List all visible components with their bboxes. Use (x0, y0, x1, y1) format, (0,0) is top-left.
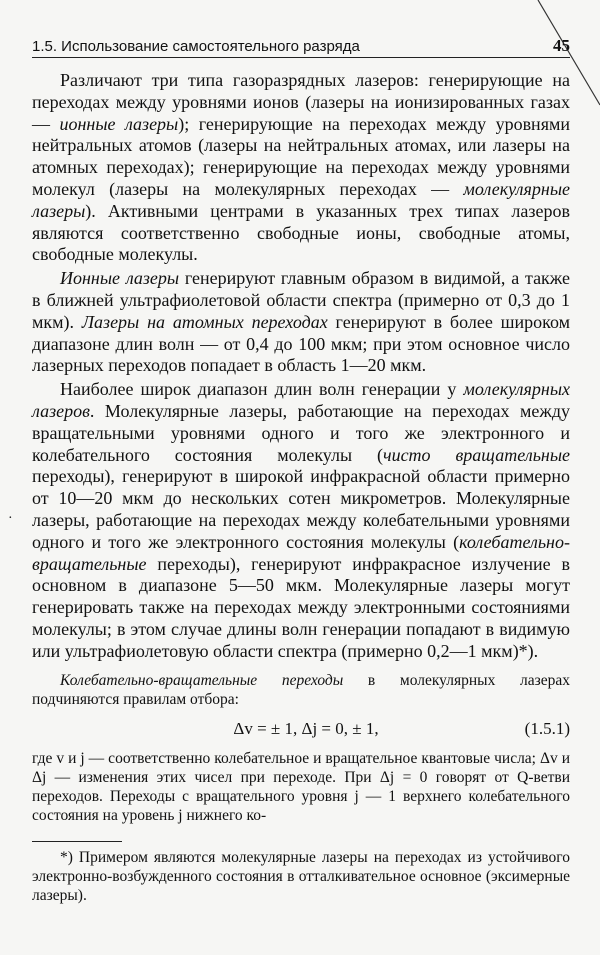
page-number: 45 (553, 36, 570, 55)
text-run: где v и j — соответственно колебательное и вращательное квантовые числа; Δv и Δj — изменения этих чисел при переходе. При Δj = 0 говорят от Q-ветви переходов. Переходы с вращательного уровня j — 1 верхнего колебательного состояния на уровень j нижнего ко- (32, 749, 570, 824)
equation-number: (1.5.1) (524, 718, 570, 738)
stray-mark: · (8, 511, 13, 526)
term-pure-rotational: чисто вращательные (382, 444, 570, 465)
header-rule (32, 57, 570, 58)
equation-formula: Δv = ± 1, Δj = 0, ± 1, (233, 718, 379, 738)
text-run: генерируют в более широком диапазоне длин волн — от 0,4 до 100 мкм; при этом основное число лазерных переходов попадает в область 1—20 мкм. (32, 311, 571, 376)
section-title: 1.5. Использование самостоятельного разряда (32, 38, 360, 55)
running-header (32, 36, 570, 56)
text-run: переходы), генерируют инфракрасное излучение в основном в диапазоне 5—50 мкм. Молекулярные лазеры могут генерировать также на переходах между электронными состояниями молекулы; в этом случае длины волн генерации попадают в видимую или ультрафиолетовую области спектра (примерно 0,2—1 мкм)*). (32, 553, 570, 661)
text-run: ); генерирующие на переходах между уровнями нейтральных атомов (лазеры на нейтральных атомах, или лазеры на атомных переходах); генерирующие на переходах между уровнями молекул (лазеры на молекулярных переходах — (32, 113, 570, 199)
paragraph-selection-rules (32, 671, 570, 709)
text-run: ). Активными центрами в указанных трех типах лазеров являются соответственно свободные ионы, свободные атомы, свободные молекулы. (32, 200, 570, 265)
text-run: в молекулярных лазерах подчиняются правилам отбора: (32, 671, 570, 708)
footnote-rule (32, 841, 122, 842)
term-molecular-lasers: молекулярных лазеров (32, 379, 570, 421)
term-atomic-lasers: Лазеры на атомных переходах (81, 311, 328, 332)
term-molecular-lasers: молекулярные лазеры (32, 178, 570, 221)
footnote: *) Примером являются молекулярные лазеры на переходах из устойчивого электронно-возбужденного состояния в отталкивательное основное (эксимерные лазеры). (32, 848, 570, 904)
term-ion-lasers: Ионные лазеры (60, 268, 180, 289)
paragraph-laser-types (32, 70, 570, 266)
term-ion-lasers: ионные лазеры (59, 113, 179, 134)
text-body (32, 70, 570, 905)
term-vib-rotational: колебательно-вращательные (32, 531, 570, 574)
paragraph-molecular (32, 379, 570, 662)
text-run: . Молекулярные лазеры, работающие на переходах между вращательными уровнями одного и того же электронного и колебательного состояния молекулы ( (32, 400, 570, 465)
term-vib-rot-transitions: Колебательно-вращательные переходы (60, 671, 344, 689)
paragraph-ion-atomic (32, 268, 570, 377)
paragraph-quantum-numbers (32, 749, 570, 825)
text-run: переходы), генерируют в широкой инфракрасной области примерно от 10—20 мкм до нескольких сотен микрометров. Молекулярные лазеры, работающие на переходах между колебательными уровнями одного и того же электронного состояния молекулы ( (32, 466, 570, 552)
equation-1-5-1 (32, 712, 570, 746)
text-run: генерируют главным образом в видимой, а также в ближней ультрафиолетовой области спектра (примерно от 0,3 до 1 мкм). (32, 268, 570, 332)
text-run: Наиболее широк диапазон длин волн генерации у (60, 379, 464, 400)
text-run: Различают три типа газоразрядных лазеров: генерирующие на переходах между уровнями ионов (лазеры на ионизированных газах — (32, 70, 570, 134)
